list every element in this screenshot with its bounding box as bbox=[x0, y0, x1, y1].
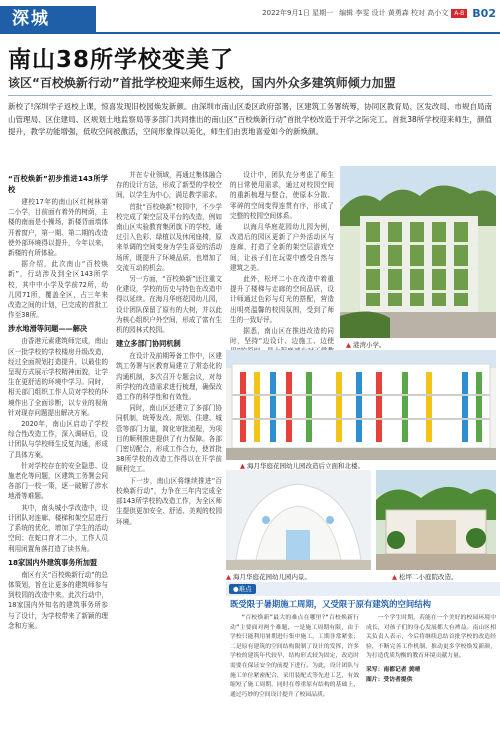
section-subhead: 18家国内外建筑事务所加盟 bbox=[8, 557, 98, 567]
article-headline: 南山38所学校变美了 bbox=[8, 47, 235, 73]
article-lead: 新校了!深圳学子返校上课，惊喜发现旧校园焕发新颜。由深圳市南山区委区政府部署，区建筑工务署统筹，协同区教育局、区发改局、市规自局南山管理局、区住建局、区规划土地监察局等多部门共同推出的南山区“百校焕新行动”首批学校改造于开学之际完工。首批38所学校迎来师生，颜值提升，教学功能增强，低收空间被激活，空间形象得以美化，师生们由衷地喜爱如今的新焕颜。 bbox=[8, 102, 492, 137]
section-subhead: “百校焕新”初步推进143所学校 bbox=[8, 174, 108, 194]
page-number: B02 bbox=[472, 6, 496, 20]
photo-school-1 bbox=[340, 166, 496, 338]
body-paragraph: 并在专业领域，再通过集体融合存的设计方法，形成了新型的学校空间，以学生为中心，满足教学需求。 bbox=[116, 171, 222, 200]
body-paragraph: 由香港元素建筑师完成，南山区一批学校的学校楼房升级改造，经过全面规划打造提升，以最佳的呈现方式展示学校精神面貌，让学生在更舒适的环境中学习。同时，相关部门组织工作人员对学校的环境作出了全面诊断，以专业的视角针对现存问题提出解决方案。 bbox=[8, 337, 108, 417]
body-paragraph: 2020年，南山区启动了学校综合性改造工作，深入调研后，设计团队与学校师生反复沟通，形成了具体方案。 bbox=[8, 420, 108, 459]
body-paragraph: 以海月华庭花园幼儿园为例，改造后的园区更新了户外活动区与连廊，打造了全新的架空层游戏空间，让孩子们在玩耍中感受自然与建筑之美。 bbox=[230, 223, 334, 272]
photo-caption-2: ▲ 海月华庭花园幼儿园改造后立面和北楼。 bbox=[240, 462, 364, 470]
body-paragraph: 南区有关“百校焕新行动”的总体策划，旨在让更多的建筑师参与到校园的改造中来。此次行动中，18家国内外知名的建筑事务所参与了设计，为学校带来了新颖的理念和方案。 bbox=[8, 570, 108, 630]
article-byline: 采写：南都记者 黄晴 图片：受访者提供 bbox=[366, 666, 421, 683]
note-column-1 bbox=[230, 614, 359, 748]
body-paragraph: 建校17年的南山区红树林第二小学，目前面有着外的树荫，主楼的南面是小操场，新楼背面墙体开着窗户，第一期、第二期的改造使外部环境得以提升，今年以来，新楼的有所体验。 bbox=[8, 198, 108, 258]
caption-marker-icon: ▲ bbox=[392, 573, 397, 581]
header-divider bbox=[0, 32, 500, 34]
note-paragraph: “百校焕新”最大的难点在哪里?“百校焕新行动”主要面对两个难题，一是施工周期有限，由于学校只能利用暑期进行集中施工，工期非常紧张；二是原有建筑的空间结构限制了设计的发挥，许多学校的建筑年代较早，结构形式较为固定，改造时需要在保证安全的前提下进行。为此，设计团队与施工单位紧密配合，采用装配式等先进工艺，有效缩短了施工周期，同时在尊重原有结构的基础上，通过巧妙的空间设计提升了校园品质。 bbox=[230, 615, 359, 698]
article-column-1 bbox=[8, 170, 108, 750]
body-paragraph: 据介绍，此次南山“百校焕新”，行动涉及到全区143所学校，其中中小学及学前72所，幼儿园71所，覆盖全区，占三年来改造之间的计划，已完成的首批工作至38所。 bbox=[8, 260, 108, 320]
photo-school-2 bbox=[226, 350, 496, 460]
note-header-bar bbox=[226, 582, 500, 596]
photo-caption-4: ▲ 松坪二小庭院改造。 bbox=[392, 573, 458, 581]
note-title: 既受限于暑期施工周期，又受限于原有建筑的空间结构 bbox=[230, 599, 431, 609]
header-info bbox=[262, 6, 496, 20]
body-paragraph: 同时，南山区还建立了多部门协同机制，统筹发改、规划、住建、城管等部门力量，简化审批流程，为项目的顺利推进提供了有力保障。各部门密切配合，形成工作合力，使首批38所学校的改造工作得以在开学前顺利完工。 bbox=[116, 404, 222, 474]
headline-rule bbox=[8, 95, 492, 96]
section-badge: A-B bbox=[451, 9, 467, 18]
section-tab: 深城 bbox=[0, 6, 96, 32]
body-paragraph: 据悉，南山区在推进改造的同时，坚持“边设计、边施工、边使 bbox=[230, 327, 334, 346]
body-paragraph: 此外，松坪二小在改造中着重提升了楼梯与走廊的空间品质，设计师通过色彩与灯光的搭配，营造出明亮温馨的校园氛围，受到了师生的一致好评。 bbox=[230, 275, 334, 324]
photo-school-3 bbox=[226, 470, 371, 570]
body-paragraph: 在设计及前期筹备工作中，区建筑工务署与区教育局建立了常态化的沟通机制，多次召开专题会议，对每所学校的改造需求进行梳理，确保改造工作的科学性和有效性。 bbox=[116, 352, 222, 402]
body-paragraph: 下一步，南山区将继续推进“百校焕新行动”，力争在三年内完成全部143所学校的改造工作，为全区师生提供更加安全、舒适、美观的校园环境。 bbox=[116, 476, 222, 526]
body-paragraph: 其中，南头城小学改造中，设计团队对连廊、楼梯和架空层进行了系统的优化，增加了学生的活动空间；在蛇口育才二小，工作人员利用闲置角落打造了读书角。 bbox=[8, 503, 108, 553]
page-header bbox=[0, 0, 500, 34]
photo-school-4 bbox=[376, 470, 496, 570]
section-subhead: 建立多部门协同机制 bbox=[116, 339, 181, 349]
article-column-2 bbox=[116, 170, 222, 750]
body-paragraph: 针对学校存在的安全隐患、设施老化等问题，区建筑工务署会同各部门一校一策，逐一破解了涉水地滑等难题。 bbox=[8, 461, 108, 501]
issue-date: 2022年9月1日 星期一 bbox=[262, 9, 334, 17]
caption-marker-icon: ▲ bbox=[240, 462, 245, 470]
photo-caption-1: ▲ 港湾小学。 bbox=[346, 341, 386, 349]
caption-marker-icon: ▲ bbox=[226, 573, 231, 581]
note-paragraph: 一个学生时期，若能在一个美好的校园环境中成长，对孩子们的身心发展都大有裨益。南山区相关负责人表示，今后将继续总结首批学校的改造经验，不断完善工作机制，推动更多学校焕发新颜，为打造优质均衡的教育环境贡献力量。 bbox=[366, 615, 496, 660]
body-paragraph: 另一方面，“百校焕新”还注重文化建设，学校的历史与特色在改造中得以延续。在海月华庭花园幼儿园，设计团队保留了原有的大树，并以此为核心组织户外空间，形成了富有生机的园林式校园。 bbox=[116, 275, 222, 335]
body-paragraph: 设计中，团队充分考虑了师生的日常使用需求，通过对校园空间的重新梳理与整合，使原本分散、零碎的空间变得连贯有序，形成了完整的校园空间体系。 bbox=[230, 171, 334, 220]
caption-marker-icon: ▲ bbox=[346, 341, 351, 349]
editor-credits: 编辑 李雯 设计 黄勇森 校对 高小文 bbox=[339, 9, 449, 17]
note-badge: ●难点 bbox=[229, 584, 256, 594]
article-subheadline: 该区“百校焕新行动”首批学校迎来师生返校，国内外众多建筑师倾力加盟 bbox=[8, 76, 396, 90]
section-subhead: 涉水地滑等问题——解决 bbox=[8, 324, 88, 334]
body-paragraph: 首批“百校焕新”校园中，不少学校完成了架空层及平台的改造，例如南山区实验教育集团旗下的学校，通过引入色彩、绿植以及休闲座椅，原来单调的空间变身为学生喜爱的活动场所，既提升了环境品质，也增加了交流互动的机会。 bbox=[116, 202, 222, 272]
photo-caption-3: ▲ 海月华庭花园幼儿园内景。 bbox=[226, 573, 311, 581]
note-column-2 bbox=[366, 614, 496, 748]
